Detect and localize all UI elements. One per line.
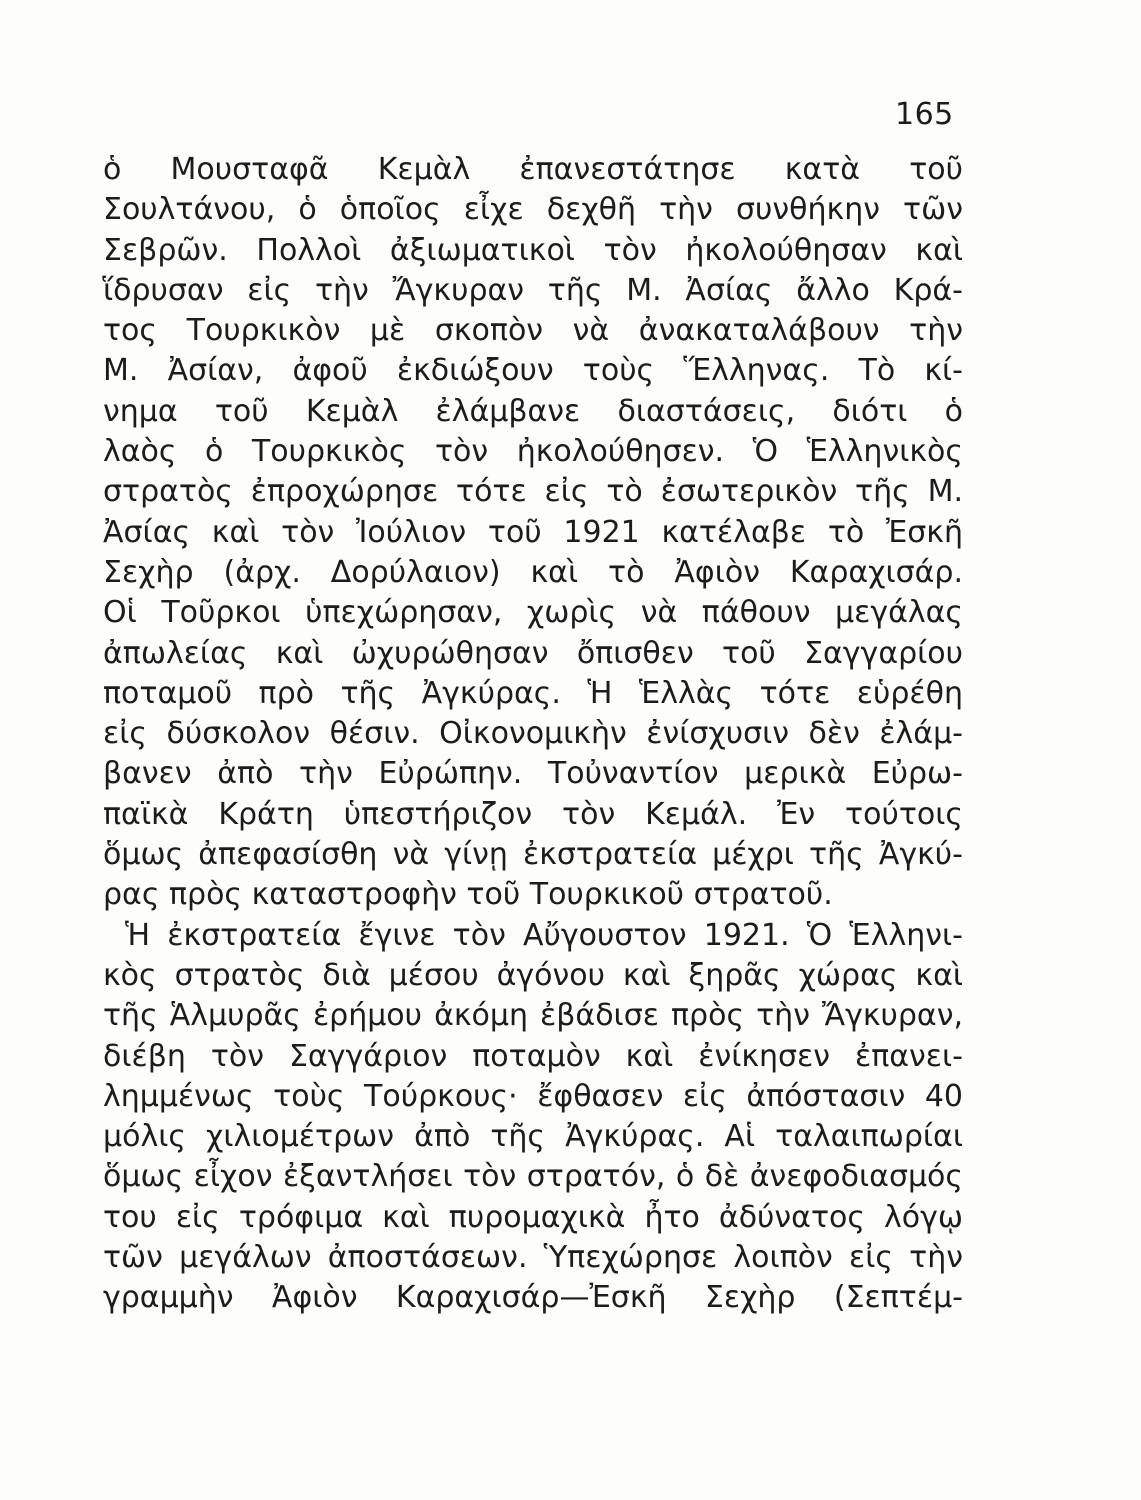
text-line: ἵδρυσαν εἰς τὴν Ἄγκυραν τῆς Μ. Ἀσίας ἄλλο Κρά- <box>103 272 963 308</box>
text-line: μόλις χιλιομέτρων ἀπὸ τῆς Ἀγκύρας. Αἱ ταλαιπωρίαι <box>103 1119 963 1155</box>
text-line: λαὸς ὁ Τουρκικὸς τὸν ἠκολούθησεν. Ὁ Ἑλληνικὸς <box>103 434 963 470</box>
text-line: ὅμως εἶχον ἐξαντλήσει τὸν στρατόν, ὁ δὲ ἀνεφοδιασμός <box>103 1159 963 1195</box>
text-line: τος Τουρκικὸν μὲ σκοπὸν νὰ ἀνακαταλάβουν τὴν <box>103 313 963 349</box>
text-line: ὅμως ἀπεφασίσθη νὰ γίνῃ ἐκστρατεία μέχρι τῆς Ἀγκύ- <box>103 837 963 873</box>
text-line: Οἱ Τοῦρκοι ὑπεχώρησαν, χωρὶς νὰ πάθουν μεγάλας <box>103 595 963 631</box>
text-line: τῆς Ἁλμυρᾶς ἐρήμου ἀκόμη ἐβάδισε πρὸς τὴν Ἄγκυραν, <box>103 998 963 1034</box>
page-number: 165 <box>895 97 954 132</box>
text-line: Ἡ ἐκστρατεία ἔγινε τὸν Αὔγουστον 1921. Ὁ Ἑλληνι- <box>125 917 963 953</box>
text-line: λημμένως τοὺς Τούρκους· ἔφθασεν εἰς ἀπόστασιν 40 <box>103 1078 963 1114</box>
text-line: διέβη τὸν Σαγγάριον ποταμὸν καὶ ἐνίκησεν ἐπανει- <box>103 1038 963 1074</box>
text-line: κὸς στρατὸς διὰ μέσου ἀγόνου καὶ ξηρᾶς χώρας καὶ <box>103 957 963 993</box>
text-line: Ἀσίας καὶ τὸν Ἰούλιον τοῦ 1921 κατέλαβε τὸ Ἐσκῆ <box>103 514 963 550</box>
text-line: ποταμοῦ πρὸ τῆς Ἀγκύρας. Ἡ Ἑλλὰς τότε εὑρέθη <box>103 675 963 711</box>
text-line: γραμμὴν Ἀφιὸν Καραχισάρ—Ἐσκῆ Σεχὴρ (Σεπτέμ- <box>103 1280 963 1316</box>
text-line: παϊκὰ Κράτη ὑπεστήριζον τὸν Κεμάλ. Ἐν τούτοις <box>103 796 963 832</box>
text-line: Σουλτάνου, ὁ ὁποῖος εἶχε δεχθῆ τὴν συνθήκην τῶν <box>103 192 963 228</box>
body-text <box>103 150 963 1319</box>
text-line: νημα τοῦ Κεμὰλ ἐλάμβανε διαστάσεις, διότι ὁ <box>103 393 963 429</box>
text-line: ἀπωλείας καὶ ὠχυρώθησαν ὄπισθεν τοῦ Σαγγαρίου <box>103 635 963 671</box>
text-line: Σεχὴρ (ἀρχ. Δορύλαιον) καὶ τὸ Ἀφιὸν Καραχισάρ. <box>103 554 963 590</box>
text-line: του εἰς τρόφιμα καὶ πυρομαχικὰ ἦτο ἀδύνατος λόγῳ <box>103 1199 963 1235</box>
text-line: ὁ Μουσταφᾶ Κεμὰλ ἐπανεστάτησε κατὰ τοῦ <box>103 152 963 187</box>
text-line: Μ. Ἀσίαν, ἀφοῦ ἐκδιώξουν τοὺς Ἕλληνας. Τὸ κί- <box>103 353 963 389</box>
text-line: στρατὸς ἐπροχώρησε τότε εἰς τὸ ἐσωτερικὸν τῆς Μ. <box>103 474 963 510</box>
text-line: εἰς δύσκολον θέσιν. Οἰκονομικὴν ἐνίσχυσιν δὲν ἐλάμ- <box>103 716 963 752</box>
text-line: τῶν μεγάλων ἀποστάσεων. Ὑπεχώρησε λοιπὸν εἰς τὴν <box>103 1240 963 1276</box>
text-line: Σεβρῶν. Πολλοὶ ἀξιωματικοὶ τὸν ἠκολούθησαν καὶ <box>103 232 963 268</box>
text-line: ρας πρὸς καταστροφὴν τοῦ Τουρκικοῦ στρατοῦ. <box>103 877 833 913</box>
text-line: βανεν ἀπὸ τὴν Εὐρώπην. Τοὐναντίον μερικὰ Εὐρω- <box>103 756 963 792</box>
